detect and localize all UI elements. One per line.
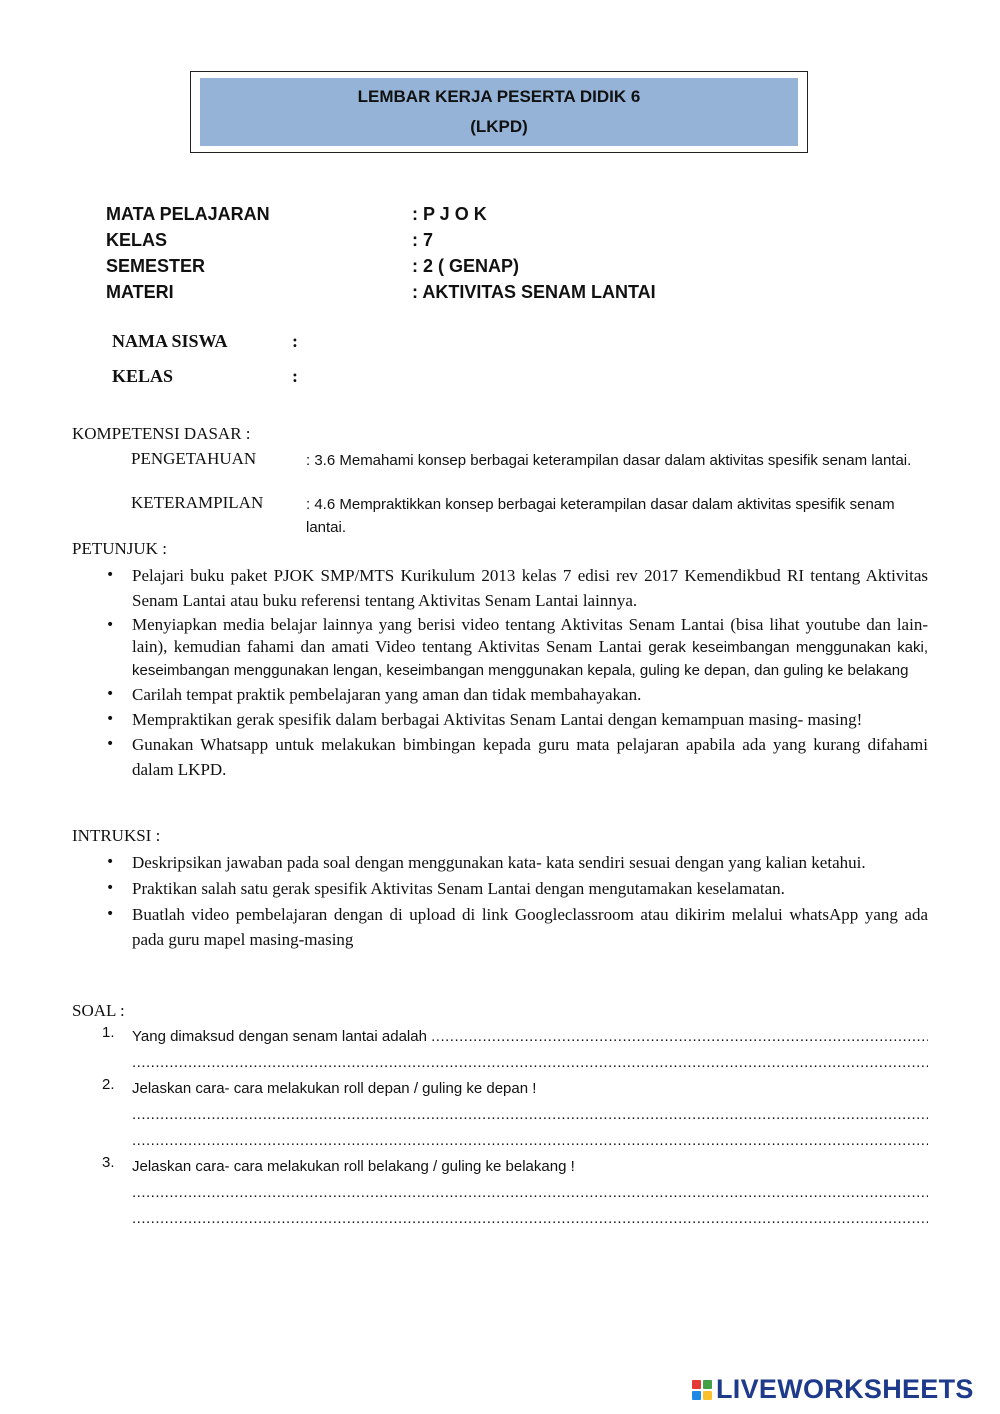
colon: :	[292, 331, 298, 351]
answer-line[interactable]	[132, 1050, 928, 1076]
info-row-material	[106, 279, 656, 305]
list-item	[132, 614, 928, 682]
info-value: : AKTIVITAS SENAM LANTAI	[412, 282, 656, 302]
question-text: Yang dimaksud dengan senam lantai adalah	[132, 1028, 427, 1045]
logo-square	[692, 1380, 701, 1389]
question-3	[102, 1154, 928, 1232]
list-item: • Carilah tempat praktik pembelajaran yang aman dan tidak membahayakan.	[132, 682, 928, 707]
question-text: Jelaskan cara- cara melakukan roll depan / guling ke depan !	[132, 1080, 537, 1097]
intruksi-list	[132, 850, 928, 952]
pengetahuan-label: PENGETAHUAN	[131, 449, 257, 468]
list-item: • Gunakan Whatsapp untuk melakukan bimbingan kepada guru mata pelajaran apabila ada yang kurang difahami dalam LKPD.	[132, 732, 928, 782]
subject-info	[106, 201, 656, 305]
answer-dots[interactable]	[132, 1050, 928, 1076]
info-value: : P J O K	[412, 204, 487, 224]
keterampilan-text: : 4.6 Mempraktikkan konsep berbagai keterampilan dasar dalam aktivitas spesifik senam lantai.	[306, 496, 895, 536]
info-value: : 2 ( GENAP)	[412, 256, 520, 276]
question-number: 2.	[102, 1076, 115, 1093]
answer-dots[interactable]	[132, 1128, 928, 1154]
title-banner	[200, 78, 798, 146]
question-line	[132, 1154, 928, 1180]
info-row-subject	[106, 201, 656, 227]
list-item: • Pelajari buku paket PJOK SMP/MTS Kurikulum 2013 kelas 7 edisi rev 2017 Kemendikbud RI tentang Aktivitas Senam Lantai atau buku referensi tentang Aktivitas Senam Lantai lainnya.	[132, 563, 928, 613]
info-label: KELAS	[106, 230, 168, 250]
question-1	[102, 1024, 928, 1076]
info-row-semester	[106, 253, 656, 279]
question-line	[132, 1024, 928, 1050]
logo-square	[692, 1391, 701, 1400]
answer-line[interactable]	[132, 1206, 928, 1232]
answer-line[interactable]	[132, 1128, 928, 1154]
questions-list	[102, 1024, 928, 1232]
list-item: • Deskripsikan jawaban pada soal dengan menggunakan kata- kata sendiri sesuai dengan yang kalian ketahui.	[132, 850, 928, 875]
soal-heading: SOAL :	[72, 1001, 125, 1020]
answer-line[interactable]	[132, 1102, 928, 1128]
info-label: SEMESTER	[106, 256, 206, 276]
question-number: 3.	[102, 1154, 115, 1171]
question-text: Jelaskan cara- cara melakukan roll belakang / guling ke belakang !	[132, 1158, 575, 1175]
logo-square	[703, 1391, 712, 1400]
info-value: : 7	[412, 230, 434, 250]
student-name-row	[112, 328, 298, 363]
student-class-row	[112, 363, 298, 398]
student-name-label: NAMA SISWA	[112, 331, 228, 351]
info-label: MATERI	[106, 282, 174, 302]
kompetensi-heading: KOMPETENSI DASAR :	[72, 424, 251, 443]
petunjuk-heading: PETUNJUK :	[72, 539, 167, 558]
liveworksheets-logo-text: LIVEWORKSHEETS	[716, 1374, 974, 1404]
petunjuk-item-part-1: Menyiapkan media belajar lainnya yang berisi video tentang Aktivitas Senam Lantai (bisa lihat youtube dan lain- lain), kemudian fahami dan amati Video tentang Aktivitas Senam Lantai	[132, 615, 928, 656]
answer-line[interactable]	[132, 1180, 928, 1206]
intruksi-heading: INTRUKSI :	[72, 826, 161, 845]
colon: :	[292, 366, 298, 386]
title-box	[190, 71, 808, 153]
keterampilan-label: KETERAMPILAN	[131, 493, 264, 512]
info-label: MATA PELAJARAN	[106, 204, 270, 224]
question-number: 1.	[102, 1024, 115, 1041]
student-fields	[112, 328, 298, 398]
title-line-1: LEMBAR KERJA PESERTA DIDIK 6	[357, 87, 641, 106]
logo-square	[703, 1380, 712, 1389]
liveworksheets-logo	[692, 1374, 974, 1405]
info-row-class	[106, 227, 656, 253]
answer-dots[interactable]	[132, 1102, 928, 1128]
question-line	[132, 1076, 928, 1102]
pengetahuan-text: : 3.6 Memahami konsep berbagai keterampilan dasar dalam aktivitas spesifik senam lantai.	[306, 452, 912, 469]
list-item: • Buatlah video pembelajaran dengan di upload di link Googleclassroom atau dikirim melalui whatsApp yang ada pada guru mapel masing-masing	[132, 902, 928, 952]
answer-dots[interactable]	[132, 1206, 928, 1232]
student-class-label: KELAS	[112, 366, 174, 386]
title-line-2: (LKPD)	[470, 117, 528, 136]
liveworksheets-logo-icon	[692, 1380, 712, 1400]
petunjuk-list	[132, 563, 928, 782]
list-item: • Praktikan salah satu gerak spesifik Aktivitas Senam Lantai dengan mengutamakan keselamatan.	[132, 876, 928, 901]
answer-dots[interactable]	[431, 1024, 928, 1050]
list-item: • Mempraktikan gerak spesifik dalam berbagai Aktivitas Senam Lantai dengan kemampuan masing- masing!	[132, 707, 928, 732]
question-2	[102, 1076, 928, 1154]
petunjuk-item-part-2: gerak keseimbangan menggunakan kaki, keseimbangan menggunakan lengan, keseimbangan menggunakan kepala, guling ke depan, dan guling ke belakang	[132, 639, 929, 679]
answer-dots[interactable]	[132, 1180, 928, 1206]
